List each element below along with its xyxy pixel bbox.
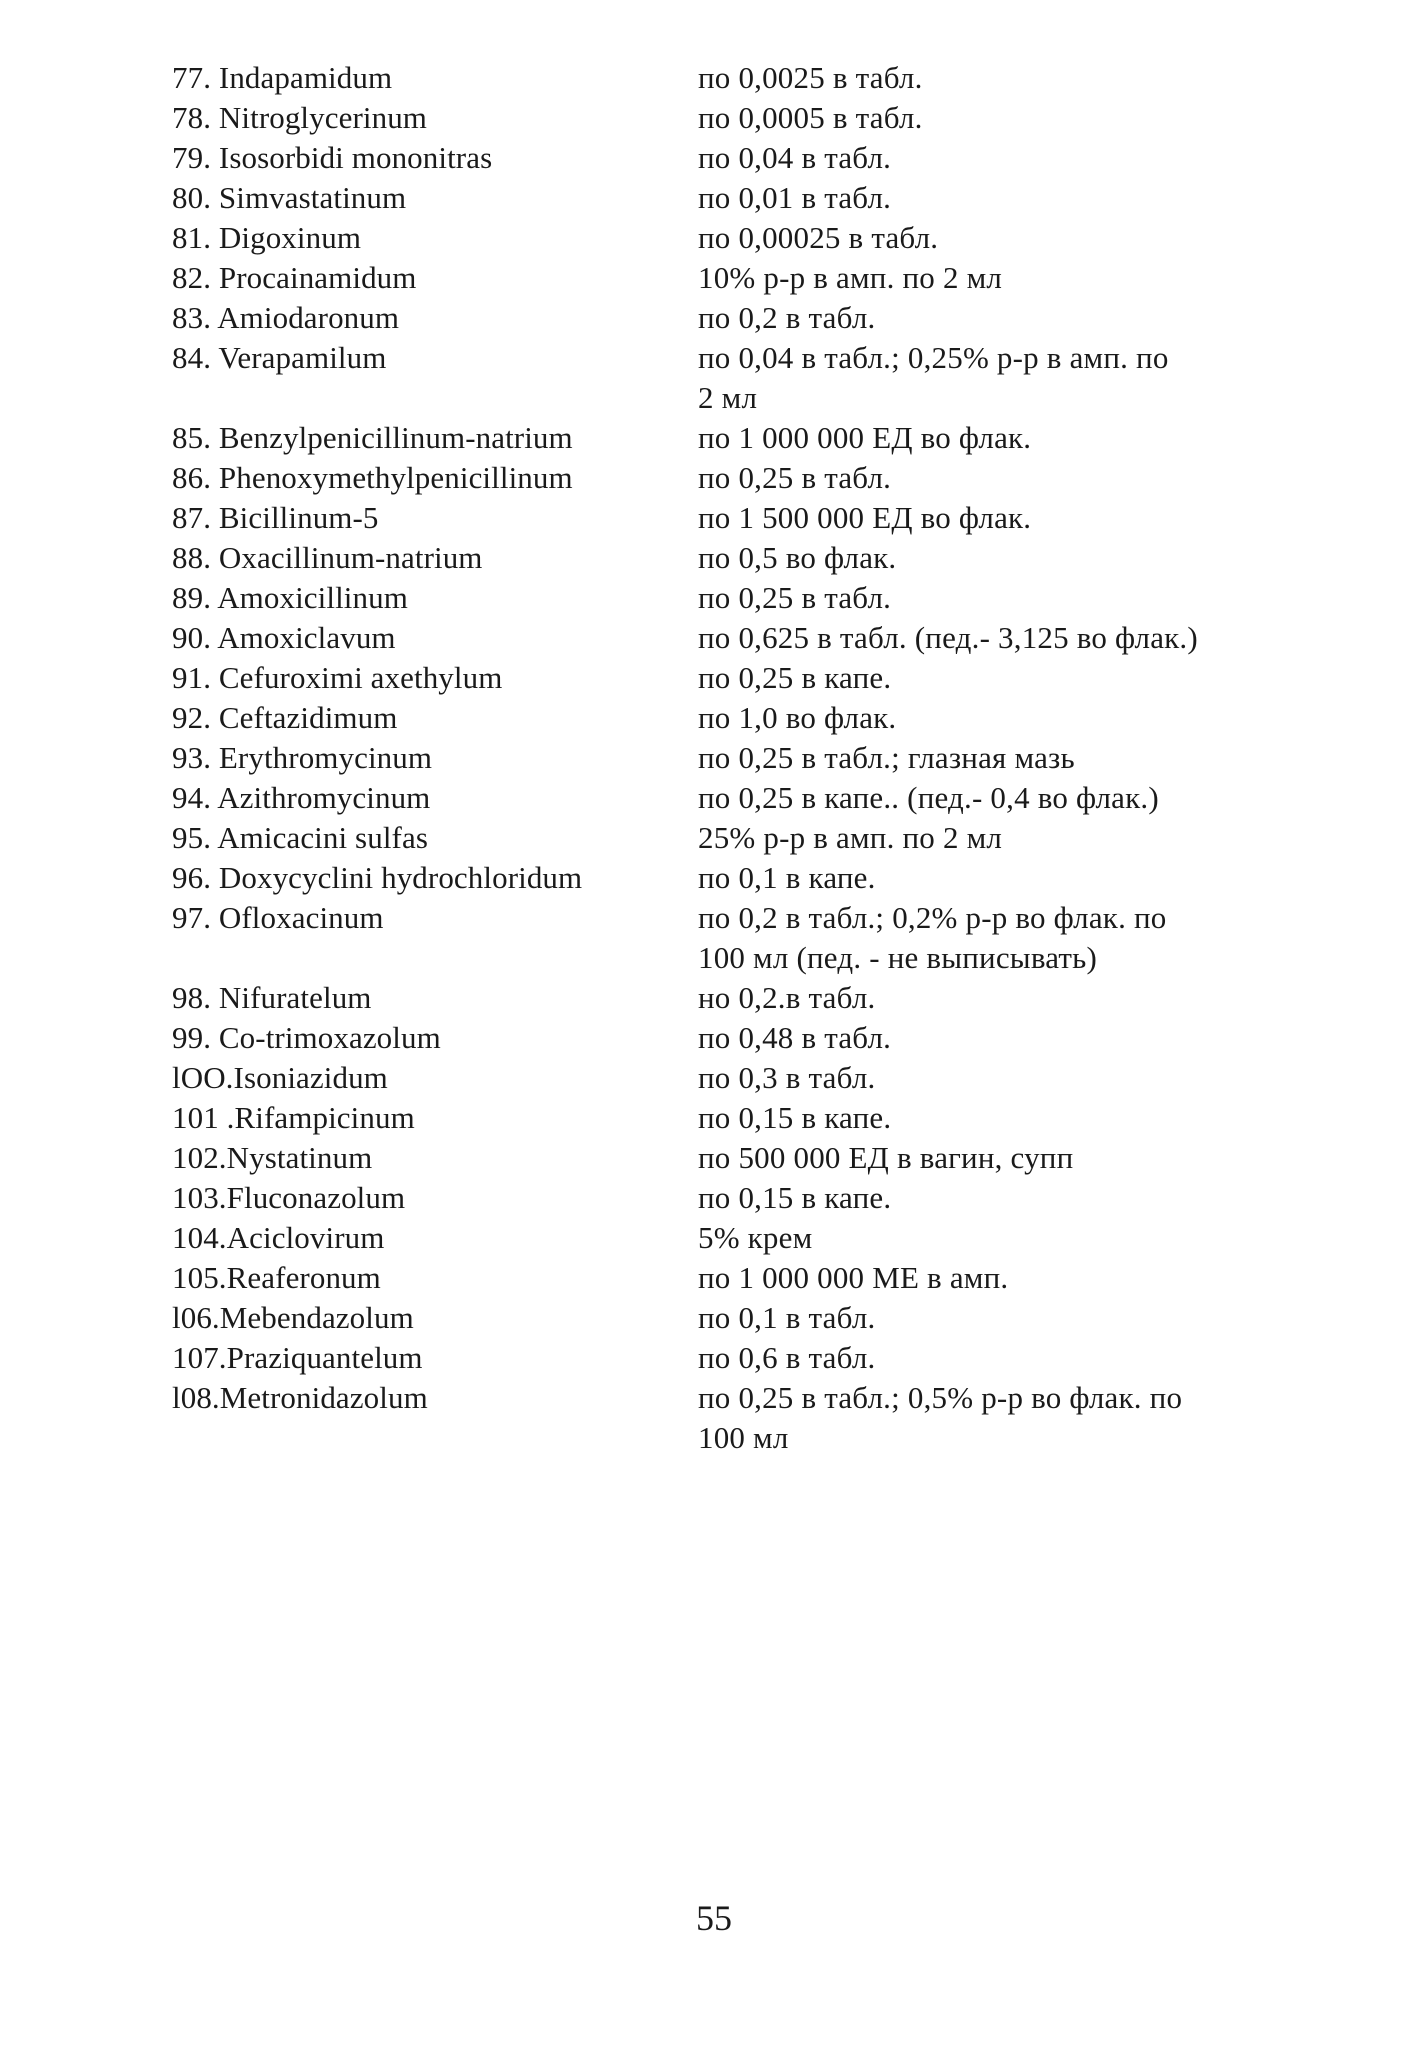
list-item <box>172 138 1272 178</box>
drug-name: 94. Azithromycinum <box>172 780 431 815</box>
list-item <box>172 1058 1272 1098</box>
list-item <box>172 1258 1272 1298</box>
drug-list <box>172 58 1272 1458</box>
list-item <box>172 658 1272 698</box>
drug-name: 91. Cefuroximi axethylum <box>172 660 503 695</box>
drug-name: 77. Indapamidum <box>172 60 393 95</box>
list-item <box>172 418 1272 458</box>
drug-name: 93. Erythromycinum <box>172 740 433 775</box>
drug-name: 89. Amoxicillinum <box>172 580 408 615</box>
drug-name: 102.Nystatinum <box>172 1140 373 1175</box>
list-item <box>172 338 1272 418</box>
drug-name: 103.Fluconazolum <box>172 1180 406 1215</box>
drug-dose: по 0,48 в табл. <box>698 1020 892 1055</box>
list-item <box>172 1138 1272 1178</box>
list-item <box>172 698 1272 738</box>
list-item <box>172 178 1272 218</box>
list-item <box>172 898 1272 978</box>
drug-dose: по 0,3 в табл. <box>698 1060 876 1095</box>
drug-name: 80. Simvastatinum <box>172 180 407 215</box>
drug-dose: по 0,0025 в табл. <box>698 60 923 95</box>
drug-dose: по 0,25 в табл.; глазная мазь <box>698 740 1075 775</box>
drug-dose: по 0,04 в табл.; 0,25% р-р в амп. по 2 мл <box>698 340 1169 415</box>
drug-dose: по 0,2 в табл.; 0,2% р-р во флак. по 100 мл (пед. - не выписывать) <box>698 900 1167 975</box>
list-item <box>172 58 1272 98</box>
drug-dose: по 0,1 в капе. <box>698 860 876 895</box>
drug-dose: по 0,01 в табл. <box>698 180 892 215</box>
drug-name: 96. Doxycyclini hydrochloridum <box>172 860 583 895</box>
list-item <box>172 218 1272 258</box>
drug-name: 88. Oxacillinum-natrium <box>172 540 483 575</box>
drug-dose: по 0,25 в табл. <box>698 460 892 495</box>
list-item <box>172 498 1272 538</box>
drug-name: 87. Bicillinum-5 <box>172 500 379 535</box>
page-number: 55 <box>696 1898 732 1938</box>
drug-dose: 25% р-р в амп. по 2 мл <box>698 820 1003 855</box>
drug-name: 84. Verapamilum <box>172 340 387 375</box>
drug-dose: по 1 000 000 ЕД во флак. <box>698 420 1032 455</box>
drug-name: 85. Benzylpenicillinum-natrium <box>172 420 573 455</box>
drug-dose: по 0,6 в табл. <box>698 1340 876 1375</box>
drug-dose: по 0,00025 в табл. <box>698 220 939 255</box>
drug-dose: по 1 500 000 ЕД во флак. <box>698 500 1032 535</box>
drug-dose: 5% крем <box>698 1220 813 1255</box>
drug-name: 86. Phenoxymethylpenicillinum <box>172 460 573 495</box>
drug-name: 82. Procainamidum <box>172 260 417 295</box>
drug-name: 97. Ofloxacinum <box>172 900 384 935</box>
drug-dose: по 0,04 в табл. <box>698 140 892 175</box>
drug-name: 104.Aciclovirum <box>172 1220 385 1255</box>
drug-dose: по 0,5 во флак. <box>698 540 897 575</box>
list-item <box>172 1018 1272 1058</box>
list-item <box>172 1098 1272 1138</box>
list-item <box>172 538 1272 578</box>
drug-dose: по 0,15 в капе. <box>698 1100 892 1135</box>
list-item <box>172 1218 1272 1258</box>
drug-dose: по 0,15 в капе. <box>698 1180 892 1215</box>
drug-dose: по 0,0005 в табл. <box>698 100 923 135</box>
list-item <box>172 258 1272 298</box>
list-item <box>172 778 1272 818</box>
list-item <box>172 1178 1272 1218</box>
list-item <box>172 978 1272 1018</box>
drug-name: 79. Isosorbidi mononitras <box>172 140 493 175</box>
drug-name: lOO.Isoniazidum <box>172 1060 388 1095</box>
drug-dose: по 500 000 ЕД в вагин, супп <box>698 1140 1074 1175</box>
drug-dose: по 0,25 в табл. <box>698 580 892 615</box>
drug-name: 92. Ceftazidimum <box>172 700 398 735</box>
list-item <box>172 458 1272 498</box>
list-item <box>172 298 1272 338</box>
drug-name: 99. Co-trimoxazolum <box>172 1020 441 1055</box>
list-item <box>172 98 1272 138</box>
drug-dose: по 0,25 в капе.. (пед.- 0,4 во флак.) <box>698 780 1159 815</box>
drug-name: 101 .Rifampicinum <box>172 1100 415 1135</box>
drug-dose: 10% р-р в амп. по 2 мл <box>698 260 1003 295</box>
drug-dose: но 0,2.в табл. <box>698 980 876 1015</box>
drug-name: 95. Amicacini sulfas <box>172 820 428 855</box>
list-item <box>172 818 1272 858</box>
drug-dose: по 0,625 в табл. (пед.- 3,125 во флак.) <box>698 620 1198 655</box>
drug-name: 81. Digoxinum <box>172 220 362 255</box>
drug-name: 98. Nifuratelum <box>172 980 372 1015</box>
drug-dose: по 1,0 во флак. <box>698 700 897 735</box>
drug-dose: по 0,2 в табл. <box>698 300 876 335</box>
drug-dose: по 1 000 000 ME в амп. <box>698 1260 1009 1295</box>
drug-name: 83. Amiodaronum <box>172 300 400 335</box>
drug-name: 105.Reaferonum <box>172 1260 381 1295</box>
drug-name: 90. Amoxiclavum <box>172 620 396 655</box>
drug-dose: по 0,25 в капе. <box>698 660 892 695</box>
drug-name: 78. Nitroglycerinum <box>172 100 428 135</box>
drug-name: 107.Praziquantelum <box>172 1340 423 1375</box>
list-item <box>172 858 1272 898</box>
drug-dose: по 0,25 в табл.; 0,5% р-р во флак. по 100 мл <box>698 1380 1183 1455</box>
list-item <box>172 618 1272 658</box>
list-item <box>172 1338 1272 1378</box>
drug-name: l08.Metronidazolum <box>172 1380 428 1415</box>
drug-dose: по 0,1 в табл. <box>698 1300 876 1335</box>
drug-name: l06.Mebendazolum <box>172 1300 414 1335</box>
list-item <box>172 578 1272 618</box>
list-item <box>172 738 1272 778</box>
list-item <box>172 1298 1272 1338</box>
list-item <box>172 1378 1272 1458</box>
